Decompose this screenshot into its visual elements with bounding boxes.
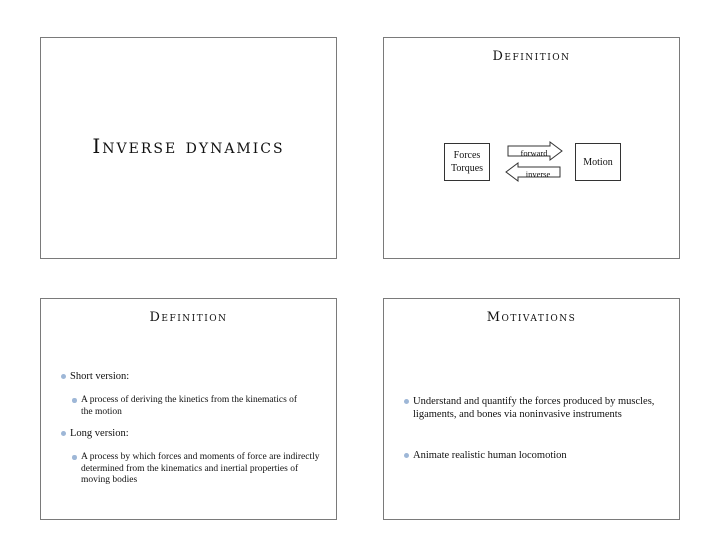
torques-label: Torques (450, 163, 484, 174)
list-item: Understand and quantify the forces produced by muscles, ligaments, and bones via noninvasive instruments (404, 395, 675, 421)
slide-3 (40, 298, 337, 520)
slide-3-title: Definition (149, 310, 228, 325)
list-item: A process of deriving the kinetics from the kinematics of the motion (72, 395, 309, 418)
bullet-icon (404, 399, 409, 404)
slide-4-title: Motivations (486, 310, 577, 325)
list-item: Short version: (61, 370, 320, 383)
bullet-icon (72, 398, 77, 403)
forward-label: forward (520, 148, 548, 158)
slide-2-title: Definition (492, 49, 571, 64)
motion-box (575, 143, 621, 181)
inverse-label: inverse (525, 169, 551, 179)
list-item: A process by which forces and moments of force are indirectly determined from the kinematics and inertial properties of moving bodies (72, 452, 321, 487)
slide-1-title: Inverse dynamics (92, 134, 285, 158)
bullet-icon (72, 455, 77, 460)
slide-2 (383, 37, 680, 259)
bullet-icon (61, 431, 66, 436)
forces-torques-box (444, 143, 490, 181)
bullet-icon (61, 374, 66, 379)
forces-label: Forces (453, 150, 481, 161)
slide-1 (40, 37, 337, 259)
slide-4 (383, 298, 680, 520)
list-item: Long version: (61, 427, 320, 440)
bullet-icon (404, 453, 409, 458)
motion-label: Motion (583, 157, 613, 168)
list-item: Animate realistic human locomotion (404, 449, 675, 462)
